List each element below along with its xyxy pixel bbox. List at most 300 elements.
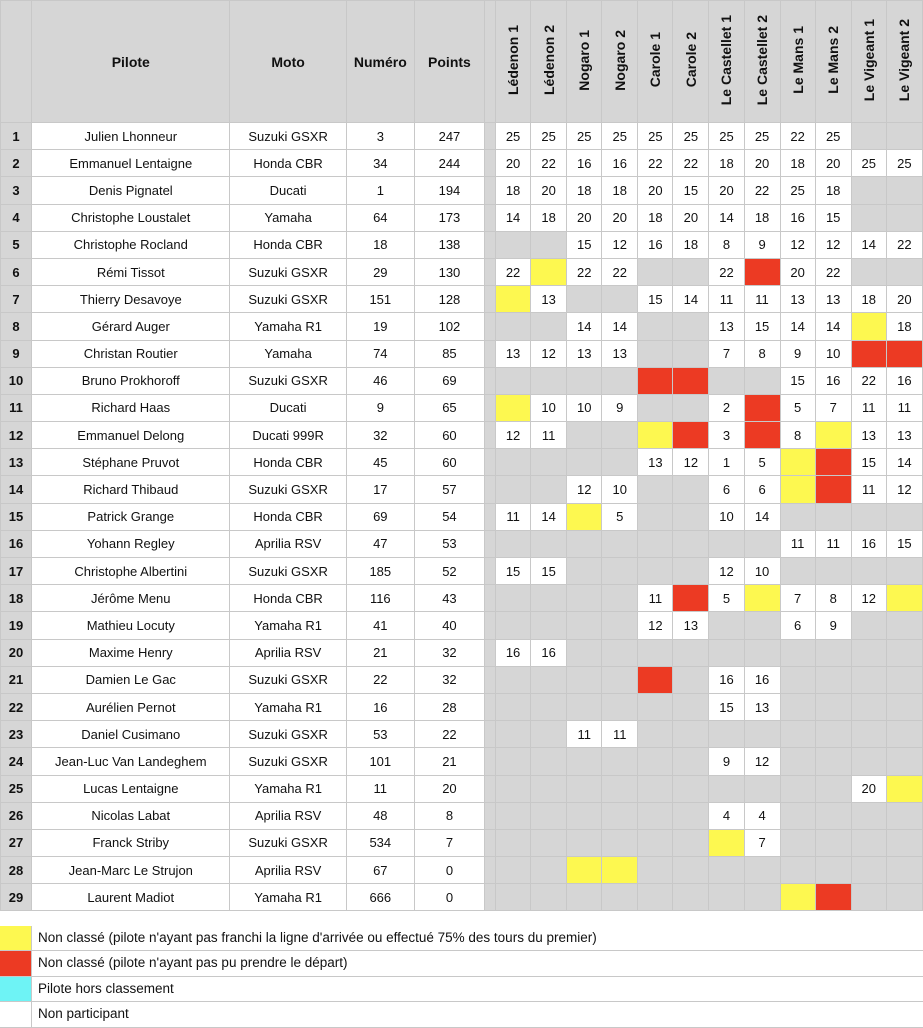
result-cell[interactable]: 2 xyxy=(709,394,744,421)
result-cell-empty[interactable] xyxy=(673,639,709,666)
moto-cell[interactable]: Ducati 999R xyxy=(230,422,346,449)
result-cell-no-start[interactable] xyxy=(744,258,780,285)
result-cell-empty[interactable] xyxy=(531,231,567,258)
points-cell[interactable]: 20 xyxy=(414,775,484,802)
numero-cell[interactable]: 41 xyxy=(346,612,414,639)
result-cell-empty[interactable] xyxy=(815,666,851,693)
numero-cell[interactable]: 101 xyxy=(346,748,414,775)
result-cell-empty[interactable] xyxy=(673,884,709,911)
result-cell[interactable]: 4 xyxy=(709,802,744,829)
result-cell-empty[interactable] xyxy=(602,367,638,394)
points-cell[interactable]: 60 xyxy=(414,422,484,449)
result-cell[interactable]: 5 xyxy=(709,585,744,612)
numero-header[interactable]: Numéro xyxy=(346,1,414,123)
points-cell[interactable]: 85 xyxy=(414,340,484,367)
result-cell-empty[interactable] xyxy=(567,612,602,639)
result-cell[interactable]: 14 xyxy=(851,231,886,258)
result-cell-empty[interactable] xyxy=(638,775,673,802)
result-cell[interactable]: 7 xyxy=(780,585,815,612)
result-cell[interactable]: 11 xyxy=(638,585,673,612)
rank-cell[interactable]: 21 xyxy=(1,666,32,693)
result-cell-empty[interactable] xyxy=(851,123,886,150)
numero-cell[interactable]: 666 xyxy=(346,884,414,911)
result-cell-empty[interactable] xyxy=(602,612,638,639)
result-cell-empty[interactable] xyxy=(886,857,922,884)
result-cell-empty[interactable] xyxy=(851,258,886,285)
result-cell[interactable]: 13 xyxy=(780,286,815,313)
points-cell[interactable]: 28 xyxy=(414,693,484,720)
result-cell-empty[interactable] xyxy=(851,204,886,231)
result-cell[interactable]: 13 xyxy=(815,286,851,313)
points-cell[interactable]: 22 xyxy=(414,721,484,748)
numero-cell[interactable]: 29 xyxy=(346,258,414,285)
pilote-header[interactable]: Pilote xyxy=(32,1,230,123)
rank-cell[interactable]: 8 xyxy=(1,313,32,340)
result-cell[interactable]: 18 xyxy=(780,150,815,177)
result-cell[interactable]: 15 xyxy=(638,286,673,313)
result-cell[interactable]: 25 xyxy=(780,177,815,204)
result-cell-empty[interactable] xyxy=(496,367,531,394)
moto-cell[interactable]: Suzuki GSXR xyxy=(230,748,346,775)
result-cell-empty[interactable] xyxy=(531,666,567,693)
result-cell-empty[interactable] xyxy=(851,693,886,720)
result-cell[interactable]: 20 xyxy=(815,150,851,177)
numero-cell[interactable]: 185 xyxy=(346,558,414,585)
result-cell[interactable]: 20 xyxy=(602,204,638,231)
result-cell-empty[interactable] xyxy=(744,639,780,666)
numero-cell[interactable]: 69 xyxy=(346,503,414,530)
result-cell-not-classified[interactable] xyxy=(886,585,922,612)
result-cell-empty[interactable] xyxy=(673,258,709,285)
moto-cell[interactable]: Suzuki GSXR xyxy=(230,476,346,503)
result-cell-empty[interactable] xyxy=(567,775,602,802)
result-cell-empty[interactable] xyxy=(709,721,744,748)
result-cell-empty[interactable] xyxy=(815,693,851,720)
result-cell-empty[interactable] xyxy=(638,258,673,285)
result-cell[interactable]: 9 xyxy=(815,612,851,639)
result-cell-empty[interactable] xyxy=(780,721,815,748)
result-cell-empty[interactable] xyxy=(496,666,531,693)
result-cell-empty[interactable] xyxy=(496,748,531,775)
result-cell[interactable]: 15 xyxy=(567,231,602,258)
result-cell-empty[interactable] xyxy=(673,857,709,884)
result-cell[interactable]: 10 xyxy=(815,340,851,367)
race-header[interactable] xyxy=(567,1,602,123)
result-cell[interactable]: 20 xyxy=(531,177,567,204)
numero-cell[interactable]: 22 xyxy=(346,666,414,693)
result-cell-empty[interactable] xyxy=(567,530,602,557)
result-cell-empty[interactable] xyxy=(531,802,567,829)
result-cell-empty[interactable] xyxy=(496,721,531,748)
result-cell[interactable]: 13 xyxy=(744,693,780,720)
moto-cell[interactable]: Suzuki GSXR xyxy=(230,829,346,856)
result-cell-empty[interactable] xyxy=(496,449,531,476)
moto-cell[interactable]: Aprilia RSV xyxy=(230,857,346,884)
pilote-cell[interactable]: Bruno Prokhoroff xyxy=(32,367,230,394)
result-cell[interactable]: 15 xyxy=(886,530,922,557)
moto-cell[interactable]: Yamaha R1 xyxy=(230,612,346,639)
result-cell-empty[interactable] xyxy=(673,775,709,802)
result-cell[interactable]: 15 xyxy=(531,558,567,585)
points-cell[interactable]: 21 xyxy=(414,748,484,775)
result-cell-not-classified[interactable] xyxy=(496,394,531,421)
numero-cell[interactable]: 9 xyxy=(346,394,414,421)
result-cell[interactable]: 20 xyxy=(638,177,673,204)
result-cell[interactable]: 11 xyxy=(780,530,815,557)
rank-cell[interactable]: 2 xyxy=(1,150,32,177)
pilote-cell[interactable]: Emmanuel Delong xyxy=(32,422,230,449)
result-cell-empty[interactable] xyxy=(780,503,815,530)
moto-cell[interactable]: Yamaha R1 xyxy=(230,693,346,720)
moto-cell[interactable]: Suzuki GSXR xyxy=(230,666,346,693)
result-cell-empty[interactable] xyxy=(602,530,638,557)
rank-cell[interactable]: 9 xyxy=(1,340,32,367)
result-cell[interactable]: 5 xyxy=(602,503,638,530)
rank-cell[interactable]: 1 xyxy=(1,123,32,150)
pilote-cell[interactable]: Aurélien Pernot xyxy=(32,693,230,720)
pilote-cell[interactable]: Daniel Cusimano xyxy=(32,721,230,748)
result-cell-empty[interactable] xyxy=(851,612,886,639)
rank-cell[interactable]: 25 xyxy=(1,775,32,802)
moto-cell[interactable]: Honda CBR xyxy=(230,449,346,476)
result-cell-empty[interactable] xyxy=(673,721,709,748)
result-cell[interactable]: 5 xyxy=(780,394,815,421)
result-cell[interactable]: 13 xyxy=(886,422,922,449)
result-cell-empty[interactable] xyxy=(496,231,531,258)
race-header[interactable] xyxy=(851,1,886,123)
result-cell[interactable]: 22 xyxy=(851,367,886,394)
result-cell[interactable]: 16 xyxy=(638,231,673,258)
result-cell-empty[interactable] xyxy=(886,721,922,748)
result-cell-empty[interactable] xyxy=(602,666,638,693)
result-cell-empty[interactable] xyxy=(567,558,602,585)
result-cell[interactable]: 11 xyxy=(744,286,780,313)
result-cell[interactable]: 12 xyxy=(780,231,815,258)
rank-cell[interactable]: 16 xyxy=(1,530,32,557)
moto-cell[interactable]: Suzuki GSXR xyxy=(230,123,346,150)
rank-cell[interactable]: 12 xyxy=(1,422,32,449)
result-cell-not-classified[interactable] xyxy=(496,286,531,313)
result-cell[interactable]: 13 xyxy=(673,612,709,639)
race-header[interactable] xyxy=(531,1,567,123)
result-cell[interactable]: 12 xyxy=(638,612,673,639)
race-header[interactable] xyxy=(673,1,709,123)
result-cell-empty[interactable] xyxy=(531,748,567,775)
result-cell[interactable]: 13 xyxy=(531,286,567,313)
result-cell-empty[interactable] xyxy=(673,802,709,829)
result-cell-empty[interactable] xyxy=(638,476,673,503)
result-cell-empty[interactable] xyxy=(886,829,922,856)
result-cell-empty[interactable] xyxy=(744,884,780,911)
result-cell-empty[interactable] xyxy=(709,367,744,394)
result-cell-empty[interactable] xyxy=(638,530,673,557)
result-cell[interactable]: 14 xyxy=(496,204,531,231)
result-cell-empty[interactable] xyxy=(851,857,886,884)
result-cell[interactable]: 14 xyxy=(815,313,851,340)
pilote-cell[interactable]: Julien Lhonneur xyxy=(32,123,230,150)
rank-cell[interactable]: 7 xyxy=(1,286,32,313)
rank-cell[interactable]: 24 xyxy=(1,748,32,775)
result-cell-empty[interactable] xyxy=(638,503,673,530)
result-cell-empty[interactable] xyxy=(638,857,673,884)
result-cell[interactable]: 12 xyxy=(673,449,709,476)
result-cell-not-classified[interactable] xyxy=(602,857,638,884)
result-cell[interactable]: 8 xyxy=(744,340,780,367)
numero-cell[interactable]: 47 xyxy=(346,530,414,557)
numero-cell[interactable]: 45 xyxy=(346,449,414,476)
result-cell[interactable]: 20 xyxy=(780,258,815,285)
result-cell[interactable]: 11 xyxy=(851,476,886,503)
result-cell[interactable]: 25 xyxy=(602,123,638,150)
result-cell-empty[interactable] xyxy=(496,476,531,503)
points-cell[interactable]: 0 xyxy=(414,857,484,884)
pilote-cell[interactable]: Jean-Luc Van Landeghem xyxy=(32,748,230,775)
result-cell[interactable]: 1 xyxy=(709,449,744,476)
result-cell[interactable]: 12 xyxy=(815,231,851,258)
result-cell[interactable]: 11 xyxy=(567,721,602,748)
result-cell-empty[interactable] xyxy=(780,748,815,775)
result-cell-empty[interactable] xyxy=(567,693,602,720)
result-cell[interactable]: 25 xyxy=(709,123,744,150)
rank-cell[interactable]: 27 xyxy=(1,829,32,856)
result-cell[interactable]: 12 xyxy=(531,340,567,367)
result-cell-empty[interactable] xyxy=(567,286,602,313)
result-cell[interactable]: 22 xyxy=(531,150,567,177)
rank-cell[interactable]: 10 xyxy=(1,367,32,394)
result-cell[interactable]: 20 xyxy=(744,150,780,177)
result-cell[interactable]: 11 xyxy=(709,286,744,313)
result-cell[interactable]: 25 xyxy=(531,123,567,150)
result-cell-empty[interactable] xyxy=(567,639,602,666)
race-header[interactable] xyxy=(709,1,744,123)
numero-cell[interactable]: 21 xyxy=(346,639,414,666)
moto-cell[interactable]: Suzuki GSXR xyxy=(230,721,346,748)
result-cell-empty[interactable] xyxy=(886,802,922,829)
moto-cell[interactable]: Suzuki GSXR xyxy=(230,258,346,285)
moto-cell[interactable]: Suzuki GSXR xyxy=(230,558,346,585)
points-cell[interactable]: 138 xyxy=(414,231,484,258)
result-cell[interactable]: 11 xyxy=(531,422,567,449)
result-cell[interactable]: 13 xyxy=(709,313,744,340)
result-cell[interactable]: 16 xyxy=(531,639,567,666)
numero-cell[interactable]: 74 xyxy=(346,340,414,367)
result-cell[interactable]: 25 xyxy=(744,123,780,150)
result-cell[interactable]: 12 xyxy=(567,476,602,503)
result-cell[interactable]: 18 xyxy=(815,177,851,204)
pilote-cell[interactable]: Patrick Grange xyxy=(32,503,230,530)
pilote-cell[interactable]: Jérôme Menu xyxy=(32,585,230,612)
result-cell-empty[interactable] xyxy=(815,503,851,530)
result-cell-empty[interactable] xyxy=(531,721,567,748)
race-header[interactable] xyxy=(638,1,673,123)
points-cell[interactable]: 40 xyxy=(414,612,484,639)
numero-cell[interactable]: 534 xyxy=(346,829,414,856)
pilote-cell[interactable]: Mathieu Locuty xyxy=(32,612,230,639)
result-cell[interactable]: 16 xyxy=(886,367,922,394)
numero-cell[interactable]: 17 xyxy=(346,476,414,503)
numero-cell[interactable]: 16 xyxy=(346,693,414,720)
result-cell[interactable]: 22 xyxy=(567,258,602,285)
result-cell[interactable]: 15 xyxy=(780,367,815,394)
result-cell-not-classified[interactable] xyxy=(744,585,780,612)
result-cell-no-start[interactable] xyxy=(851,340,886,367)
result-cell[interactable]: 7 xyxy=(744,829,780,856)
pilote-cell[interactable]: Lucas Lentaigne xyxy=(32,775,230,802)
result-cell[interactable]: 22 xyxy=(744,177,780,204)
result-cell-empty[interactable] xyxy=(531,530,567,557)
result-cell-empty[interactable] xyxy=(567,829,602,856)
result-cell-not-classified[interactable] xyxy=(815,422,851,449)
result-cell-empty[interactable] xyxy=(496,802,531,829)
points-cell[interactable]: 69 xyxy=(414,367,484,394)
result-cell-empty[interactable] xyxy=(496,884,531,911)
result-cell-empty[interactable] xyxy=(815,639,851,666)
moto-cell[interactable]: Yamaha xyxy=(230,204,346,231)
pilote-cell[interactable]: Franck Striby xyxy=(32,829,230,856)
pilote-cell[interactable]: Stéphane Pruvot xyxy=(32,449,230,476)
result-cell-empty[interactable] xyxy=(709,884,744,911)
points-cell[interactable]: 247 xyxy=(414,123,484,150)
result-cell[interactable]: 11 xyxy=(886,394,922,421)
result-cell-empty[interactable] xyxy=(531,829,567,856)
result-cell-empty[interactable] xyxy=(886,612,922,639)
result-cell[interactable]: 12 xyxy=(602,231,638,258)
pilote-cell[interactable]: Christophe Albertini xyxy=(32,558,230,585)
result-cell[interactable]: 13 xyxy=(602,340,638,367)
pilote-cell[interactable]: Yohann Regley xyxy=(32,530,230,557)
result-cell-no-start[interactable] xyxy=(744,422,780,449)
result-cell-empty[interactable] xyxy=(673,313,709,340)
result-cell-empty[interactable] xyxy=(744,857,780,884)
result-cell-not-classified[interactable] xyxy=(638,422,673,449)
result-cell[interactable]: 10 xyxy=(531,394,567,421)
result-cell[interactable]: 9 xyxy=(744,231,780,258)
result-cell[interactable]: 14 xyxy=(886,449,922,476)
result-cell[interactable]: 15 xyxy=(673,177,709,204)
pilote-cell[interactable]: Richard Haas xyxy=(32,394,230,421)
result-cell[interactable]: 12 xyxy=(496,422,531,449)
points-cell[interactable]: 7 xyxy=(414,829,484,856)
result-cell[interactable]: 11 xyxy=(851,394,886,421)
moto-cell[interactable]: Honda CBR xyxy=(230,231,346,258)
pilote-cell[interactable]: Emmanuel Lentaigne xyxy=(32,150,230,177)
result-cell-empty[interactable] xyxy=(531,857,567,884)
result-cell[interactable]: 18 xyxy=(886,313,922,340)
race-header[interactable] xyxy=(886,1,922,123)
result-cell-no-start[interactable] xyxy=(744,394,780,421)
race-header[interactable] xyxy=(780,1,815,123)
result-cell-empty[interactable] xyxy=(780,829,815,856)
result-cell-empty[interactable] xyxy=(886,884,922,911)
pilote-cell[interactable]: Gérard Auger xyxy=(32,313,230,340)
result-cell-empty[interactable] xyxy=(886,204,922,231)
points-cell[interactable]: 65 xyxy=(414,394,484,421)
result-cell-empty[interactable] xyxy=(886,177,922,204)
points-cell[interactable]: 54 xyxy=(414,503,484,530)
result-cell-no-start[interactable] xyxy=(673,585,709,612)
rank-cell[interactable]: 5 xyxy=(1,231,32,258)
result-cell-empty[interactable] xyxy=(638,802,673,829)
result-cell[interactable]: 9 xyxy=(709,748,744,775)
rank-cell[interactable]: 18 xyxy=(1,585,32,612)
result-cell-empty[interactable] xyxy=(673,340,709,367)
points-cell[interactable]: 32 xyxy=(414,666,484,693)
result-cell-empty[interactable] xyxy=(496,775,531,802)
result-cell-no-start[interactable] xyxy=(815,476,851,503)
result-cell[interactable]: 16 xyxy=(851,530,886,557)
result-cell[interactable]: 22 xyxy=(673,150,709,177)
result-cell-empty[interactable] xyxy=(531,367,567,394)
result-cell[interactable]: 15 xyxy=(496,558,531,585)
result-cell-empty[interactable] xyxy=(567,748,602,775)
rank-cell[interactable]: 23 xyxy=(1,721,32,748)
result-cell[interactable]: 5 xyxy=(744,449,780,476)
result-cell[interactable]: 11 xyxy=(496,503,531,530)
result-cell-empty[interactable] xyxy=(851,884,886,911)
result-cell[interactable]: 25 xyxy=(673,123,709,150)
pilote-cell[interactable]: Laurent Madiot xyxy=(32,884,230,911)
result-cell-empty[interactable] xyxy=(602,775,638,802)
result-cell[interactable]: 7 xyxy=(815,394,851,421)
result-cell-empty[interactable] xyxy=(673,829,709,856)
result-cell[interactable]: 8 xyxy=(709,231,744,258)
result-cell[interactable]: 10 xyxy=(709,503,744,530)
result-cell-not-classified[interactable] xyxy=(780,476,815,503)
result-cell[interactable]: 16 xyxy=(602,150,638,177)
result-cell[interactable]: 25 xyxy=(496,123,531,150)
result-cell-empty[interactable] xyxy=(531,775,567,802)
result-cell[interactable]: 16 xyxy=(744,666,780,693)
result-cell-empty[interactable] xyxy=(638,639,673,666)
result-cell[interactable]: 11 xyxy=(602,721,638,748)
result-cell-empty[interactable] xyxy=(780,802,815,829)
result-cell[interactable]: 14 xyxy=(780,313,815,340)
result-cell-not-classified[interactable] xyxy=(709,829,744,856)
result-cell-empty[interactable] xyxy=(744,367,780,394)
result-cell-empty[interactable] xyxy=(638,558,673,585)
result-cell-empty[interactable] xyxy=(886,123,922,150)
result-cell-empty[interactable] xyxy=(780,639,815,666)
result-cell-no-start[interactable] xyxy=(673,367,709,394)
result-cell-empty[interactable] xyxy=(709,612,744,639)
moto-cell[interactable]: Ducati xyxy=(230,177,346,204)
result-cell-empty[interactable] xyxy=(815,558,851,585)
moto-cell[interactable]: Yamaha xyxy=(230,340,346,367)
result-cell-empty[interactable] xyxy=(638,340,673,367)
result-cell-not-classified[interactable] xyxy=(851,313,886,340)
result-cell-empty[interactable] xyxy=(709,857,744,884)
result-cell-empty[interactable] xyxy=(531,612,567,639)
result-cell[interactable]: 22 xyxy=(886,231,922,258)
result-cell[interactable]: 7 xyxy=(709,340,744,367)
result-cell-empty[interactable] xyxy=(496,857,531,884)
points-cell[interactable]: 194 xyxy=(414,177,484,204)
result-cell[interactable]: 12 xyxy=(744,748,780,775)
result-cell[interactable]: 18 xyxy=(673,231,709,258)
result-cell-empty[interactable] xyxy=(567,449,602,476)
result-cell-empty[interactable] xyxy=(673,530,709,557)
pilote-cell[interactable]: Nicolas Labat xyxy=(32,802,230,829)
result-cell-empty[interactable] xyxy=(780,558,815,585)
result-cell-not-classified[interactable] xyxy=(780,884,815,911)
result-cell[interactable]: 12 xyxy=(886,476,922,503)
numero-cell[interactable]: 46 xyxy=(346,367,414,394)
result-cell[interactable]: 15 xyxy=(815,204,851,231)
result-cell-empty[interactable] xyxy=(567,666,602,693)
result-cell-empty[interactable] xyxy=(567,884,602,911)
result-cell[interactable]: 25 xyxy=(567,123,602,150)
result-cell[interactable]: 15 xyxy=(744,313,780,340)
